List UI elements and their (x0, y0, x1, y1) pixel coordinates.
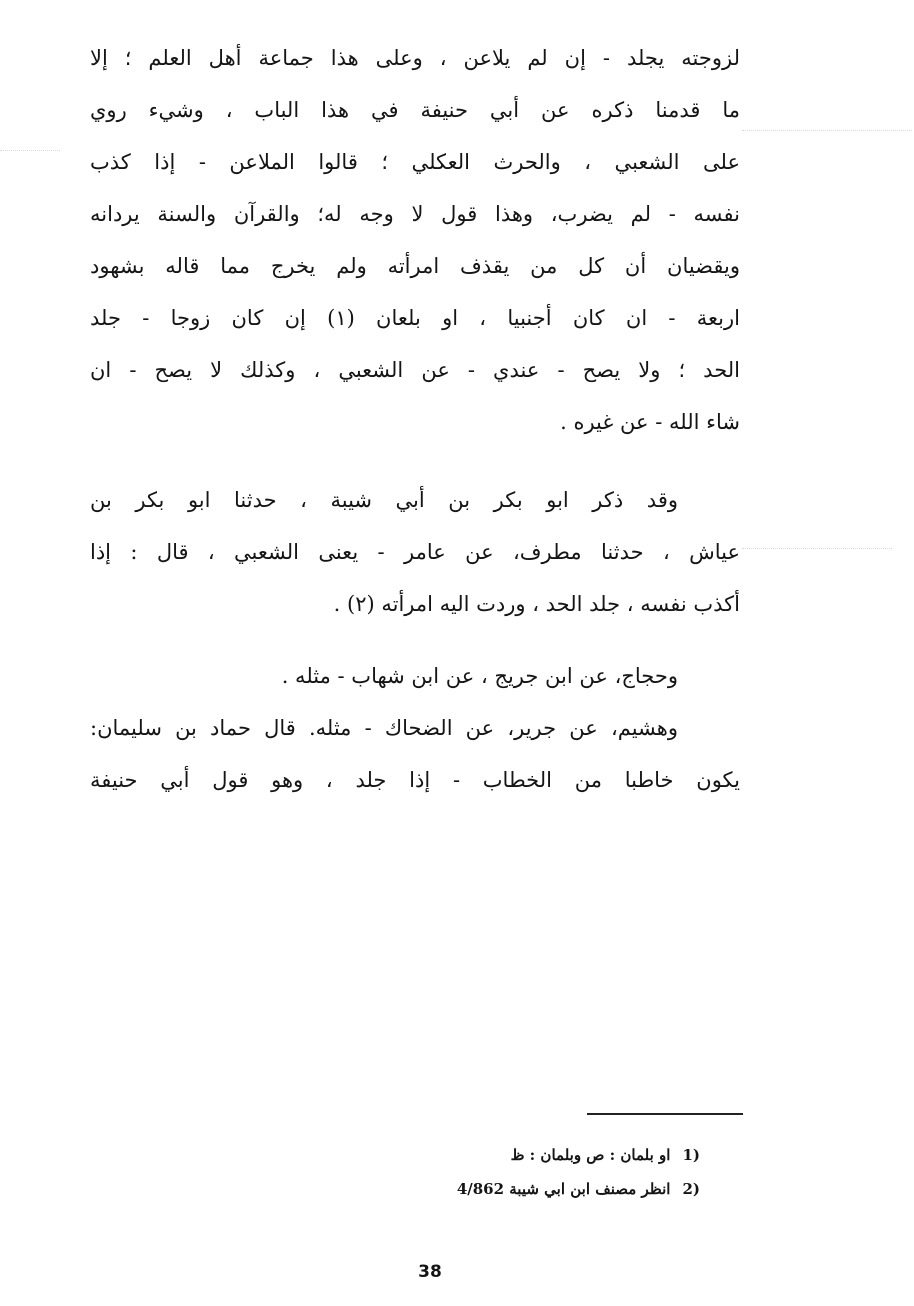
footnote-number: 2) (682, 1180, 700, 1198)
paragraph-1 (90, 32, 740, 448)
footnote-1 (300, 1138, 700, 1172)
scan-artifact (0, 150, 60, 151)
text-line: نفسه - لم يضرب، وهذا قول لا وجه له؛ والقرآن والسنة يردانه (90, 202, 740, 226)
footnotes (300, 1138, 700, 1206)
text-line: اربعة - ان كان أجنبيا ، او بلعان (١) إن كان زوجا - جلد (90, 306, 741, 330)
text-line: على الشعبي ، والحرث العكلي ؛ قالوا الملاعن - إذا كذب (90, 150, 740, 174)
text-line: الحد ؛ ولا يصح - عندي - عن الشعبي ، وكذلك لا يصح - ان (90, 358, 740, 382)
text-line: وهشيم، عن جرير، عن الضحاك - مثله. قال حماد بن سليمان: (90, 716, 678, 740)
paragraph-3 (90, 650, 740, 702)
text-line: عياش ، حدثنا مطرف، عن عامر - يعنى الشعبي ، قال : إذا (90, 540, 740, 564)
text-line: ويقضيان أن كل من يقذف امرأته ولم يخرج مما قاله بشهود (90, 254, 740, 278)
footnote-text: انظر مصنف ابن ابي شيبة 4/862 (456, 1180, 671, 1198)
text-line: شاء الله - عن غيره . (560, 410, 740, 434)
text-line: أكذب نفسه ، جلد الحد ، وردت اليه امرأته (٢) . (333, 592, 740, 616)
scan-artifact (742, 548, 892, 549)
paragraph-2 (90, 474, 740, 630)
page-number: 38 (418, 1262, 442, 1282)
scan-artifact (742, 130, 912, 131)
footnote-divider (587, 1113, 743, 1115)
text-line: لزوجته يجلد - إن لم يلاعن ، وعلى هذا جماعة أهل العلم ؛ إلا (90, 46, 740, 70)
paragraph-4 (90, 702, 740, 806)
text-line: ما قدمنا ذكره عن أبي حنيفة في هذا الباب ، وشيء روي (90, 98, 740, 122)
footnote-text: او بلمان : ص وبلمان : ظ (510, 1146, 671, 1164)
text-line: وحجاج، عن ابن جريج ، عن ابن شهاب - مثله . (281, 664, 678, 688)
footnote-2 (300, 1172, 700, 1206)
footnote-number: 1) (682, 1146, 700, 1164)
text-line: يكون خاطبا من الخطاب - إذا جلد ، وهو قول أبي حنيفة (90, 768, 740, 792)
text-line: وقد ذكر ابو بكر بن أبي شيبة ، حدثنا ابو بكر بن (90, 488, 678, 512)
